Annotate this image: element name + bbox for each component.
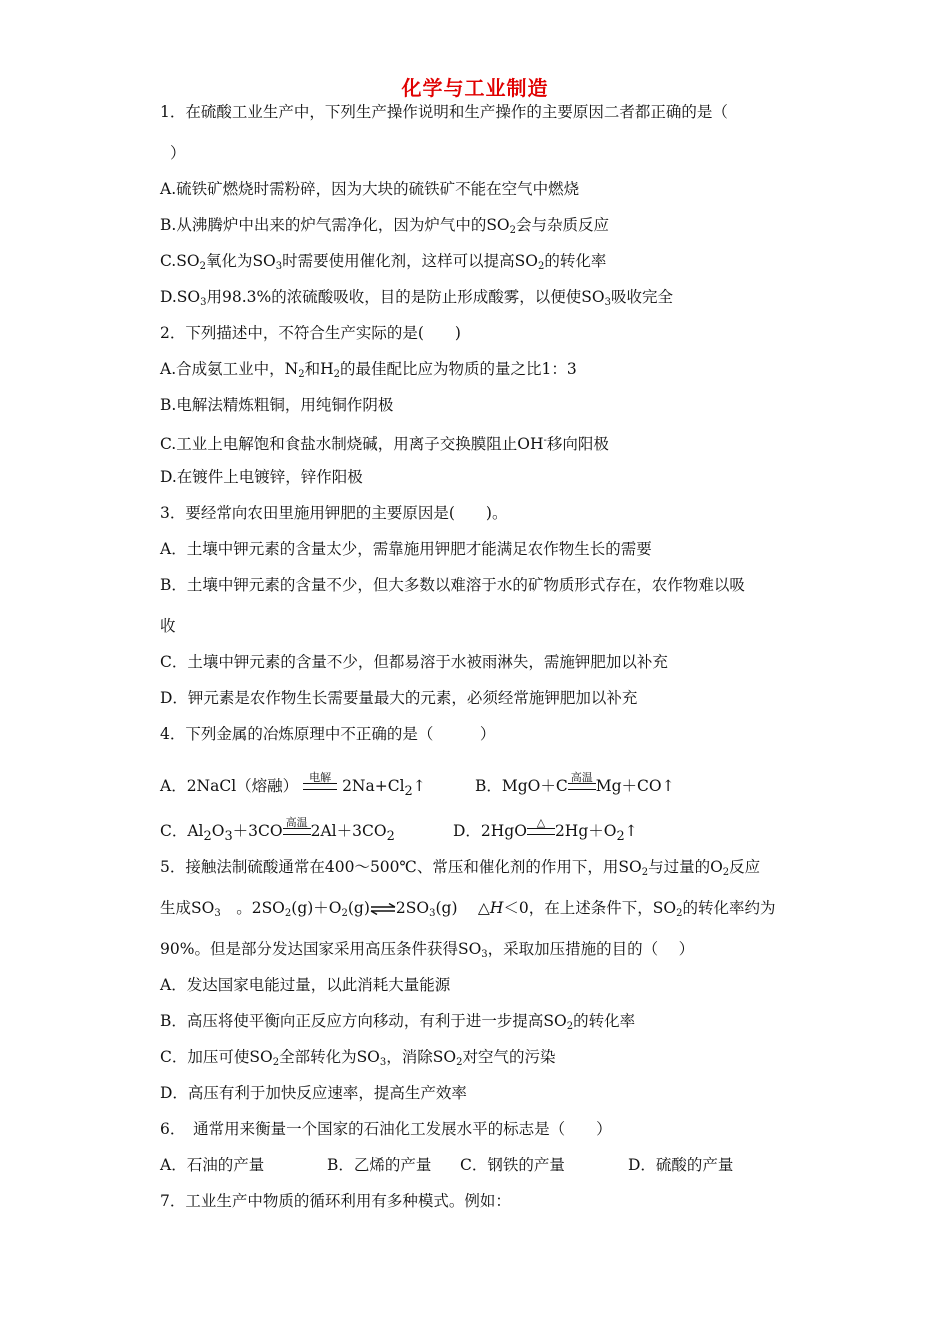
- q6-option-d: D．硫酸的产量: [628, 1156, 734, 1174]
- q5-option-b: B．高压将使平衡向正反应方向移动，有利于进一步提高$SO_2$的转化率: [160, 1012, 636, 1032]
- q5-option-c: C．加压可使$SO_2$全部转化为$SO_3$，消除$SO_2$对空气的污染: [160, 1048, 556, 1068]
- q5-stem-line-3: 90%。但是部分发达国家采用高压条件获得$SO_3$，采取加压措施的目的（ ）: [160, 940, 695, 960]
- q6-stem: 6． 通常用来衡量一个国家的石油化工发展水平的标志是（ ）: [160, 1120, 612, 1138]
- page-title: 化学与工业制造: [401, 76, 549, 100]
- q3-option-a: A．土壤中钾元素的含量太少，需靠施用钾肥才能满足农作物生长的需要: [160, 540, 652, 558]
- q4-a-condition-arrow: 电解: [303, 772, 337, 790]
- q4-d-condition-arrow: △: [527, 817, 555, 835]
- q5-stem-line-2: 生成$SO_3$ 。$2SO_2(g)+O_2(g)$ $2SO_3(g)$ △H＜0，在上述条件下，$SO_2$的转化率约为: [160, 899, 776, 919]
- q5-option-a: A．发达国家电能过量，以此消耗大量能源: [160, 976, 451, 994]
- q1-option-b: B.从沸腾炉中出来的炉气需净化，因为炉气中的$SO_2$会与杂质反应: [160, 216, 610, 236]
- q1-option-a: A.硫铁矿燃烧时需粉碎，因为大块的硫铁矿不能在空气中燃烧: [160, 180, 580, 198]
- q4-c-condition-arrow: 高温: [283, 817, 311, 835]
- q3-option-d: D．钾元素是农作物生长需要量最大的元素，必须经常施钾肥加以补充: [160, 689, 638, 707]
- q1-option-d: $D.SO_3$用98.3%的浓硫酸吸收，目的是防止形成酸雾，以便使$SO_3$吸收完全: [160, 288, 673, 308]
- q6-option-a: A．石油的产量: [160, 1156, 265, 1174]
- q4-option-a: A．2NaCl（熔融） 电解 $2Na+Cl_2↑$: [160, 771, 426, 800]
- q4-option-b: B．MgO＋C 高温 Mg＋CO↑: [475, 771, 675, 795]
- q2-stem: 2．下列描述中，不符合生产实际的是( ): [160, 324, 461, 342]
- q4-option-d: D．2HgO △ $2Hg+O_2↑$: [453, 816, 638, 845]
- equilibrium-arrow-icon: [370, 903, 396, 915]
- q1-stem-end: ）: [170, 144, 186, 162]
- q1-option-c: $C.SO_2$氧化为$SO_3$时需要使用催化剂，这样可以提高$SO_2$的转化率: [160, 252, 607, 272]
- q2-option-b: B.电解法精炼粗铜，用纯铜作阴极: [160, 396, 394, 414]
- q2-option-c: C.工业上电解饱和食盐水制烧碱，用离子交换膜阻止OH-移向阳极: [160, 435, 609, 453]
- q2-option-d: D.在镀件上电镀锌，锌作阳极: [160, 468, 363, 486]
- q4-b-condition-arrow: 高温: [568, 772, 596, 790]
- q3-option-b-continued: 收: [160, 617, 176, 635]
- q4-stem: 4．下列金属的冶炼原理中不正确的是（ ）: [160, 725, 496, 743]
- q1-stem: 1．在硫酸工业生产中，下列生产操作说明和生产操作的主要原因二者都正确的是（: [160, 103, 728, 121]
- q6-option-c: C．钢铁的产量: [460, 1156, 565, 1174]
- q7-stem: 7．工业生产中物质的循环利用有多种模式。例如：: [160, 1192, 511, 1210]
- q3-stem: 3．要经常向农田里施用钾肥的主要原因是( )。: [160, 504, 508, 522]
- q5-stem-line-1: 5．接触法制硫酸通常在400～500℃、常压和催化剂的作用下，用$SO_2$与过量的$O_2$反应: [160, 858, 761, 878]
- q6-option-b: B．乙烯的产量: [327, 1156, 432, 1174]
- q4-option-c: C．$Al_2O_3+3CO$ 高温 $2Al+3CO_2$: [160, 816, 395, 845]
- q2-option-a: A.合成氨工业中，$N_2$和$H_2$的最佳配比应为物质的量之比1：3: [160, 360, 577, 380]
- q5-option-d: D．高压有利于加快反应速率，提高生产效率: [160, 1084, 467, 1102]
- q3-option-c: C．土壤中钾元素的含量不少，但都易溶于水被雨淋失，需施钾肥加以补充: [160, 653, 668, 671]
- q3-option-b: B．土壤中钾元素的含量不少，但大多数以难溶于水的矿物质形式存在，农作物难以吸: [160, 576, 745, 594]
